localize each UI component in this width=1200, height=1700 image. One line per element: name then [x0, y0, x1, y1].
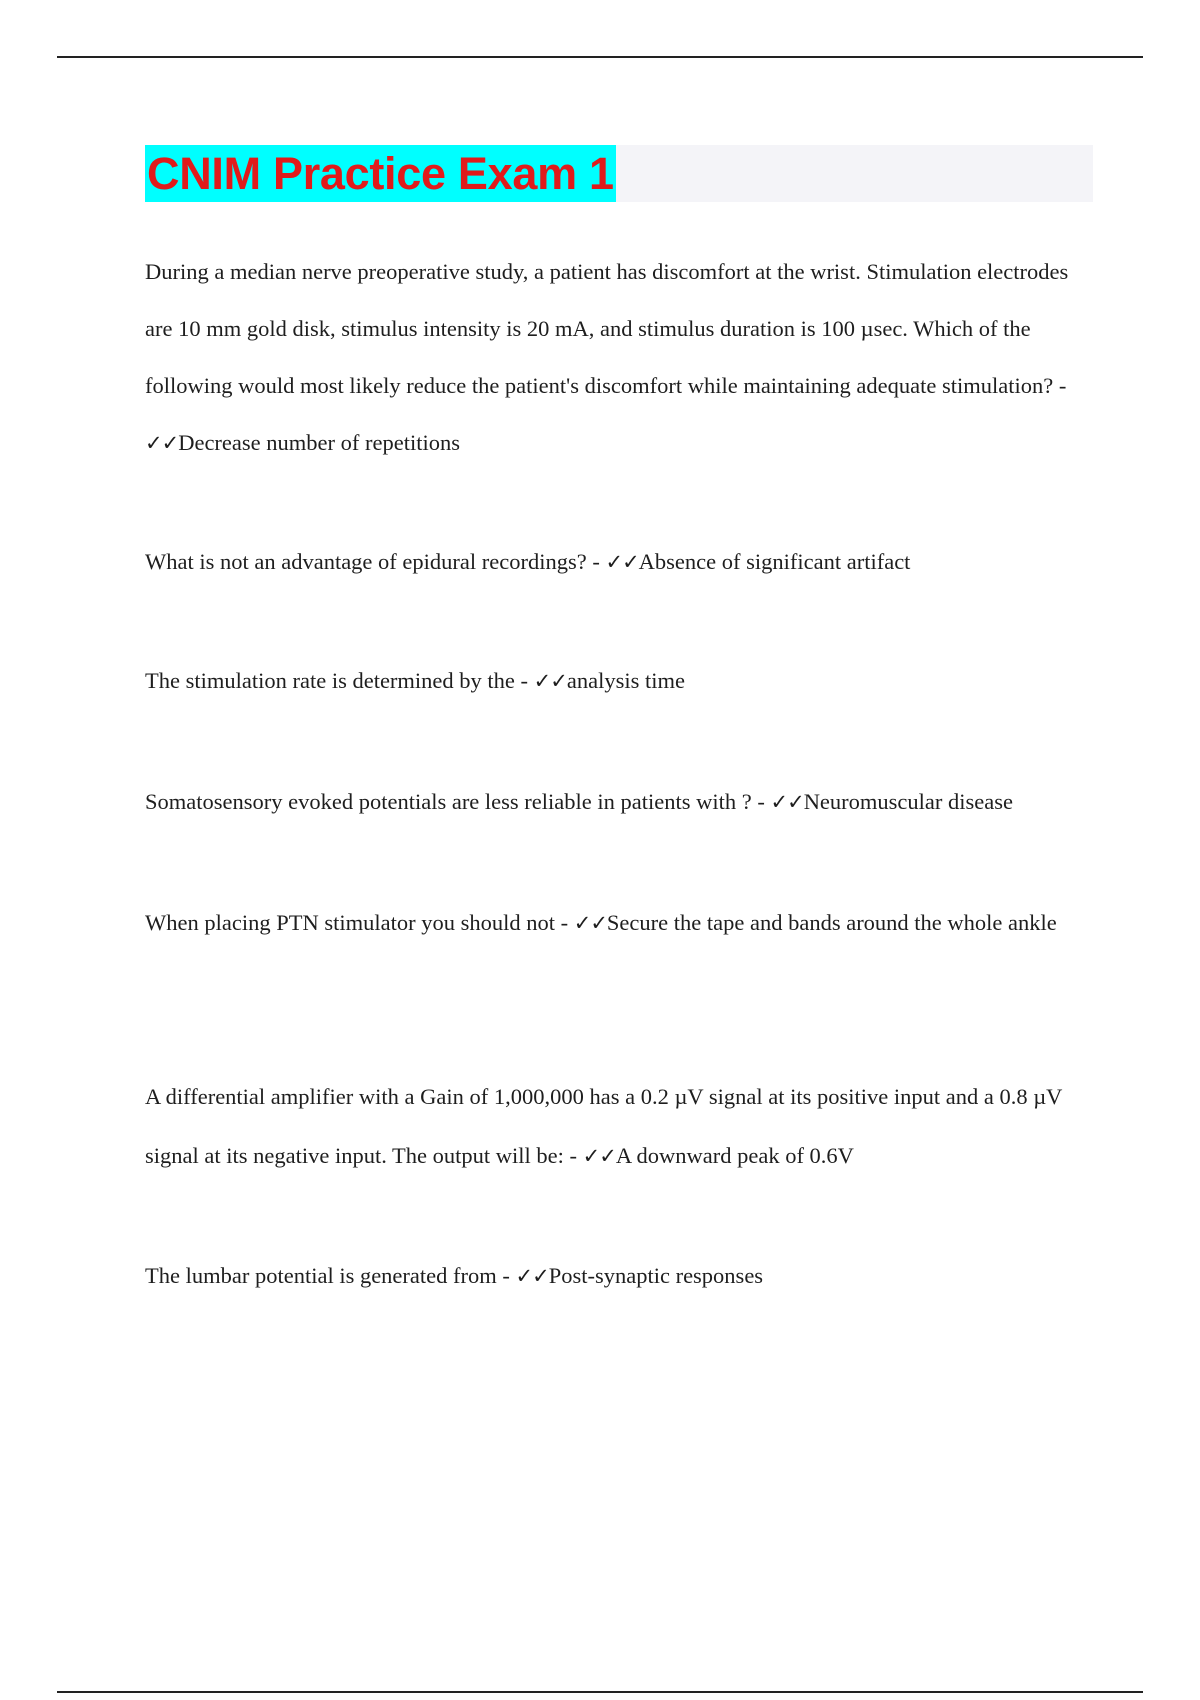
question-text: When placing PTN stimulator you should not: [145, 910, 555, 935]
separator: -: [751, 789, 771, 814]
answer-text: Post-synaptic responses: [548, 1263, 764, 1288]
separator: -: [1053, 373, 1067, 398]
double-check-icon: ✓✓: [145, 431, 179, 455]
qa-item: [145, 1067, 1085, 1186]
double-check-icon: ✓✓: [573, 911, 607, 935]
title-highlight: [145, 145, 616, 202]
separator: -: [554, 910, 574, 935]
answer-text: Absence of significant artifact: [638, 549, 911, 574]
double-check-icon: ✓✓: [770, 790, 804, 814]
answer-text: Neuromuscular disease: [803, 789, 1013, 814]
double-check-icon: ✓✓: [515, 1264, 549, 1288]
double-check-icon: ✓✓: [605, 550, 639, 574]
question-text: During a median nerve preoperative study, a patient has discomfort at the wrist. Stimulation electrodes are 10 mm gold disk, stimulus intensity is 20 mA, and stimulus duration is 100 µsec. Which of the following would most likely reduce the patient's discomfort while maintaining adequate stimulation?: [145, 259, 1069, 398]
top-page-rule: [57, 56, 1143, 58]
qa-item: [145, 1247, 1085, 1305]
separator: -: [586, 549, 606, 574]
qa-item: [145, 243, 1085, 472]
question-text: A differential amplifier with a Gain of 1,000,000 has a 0.2 µV signal at its positive input and a 0.8 µV signal at its negative input. The output will be:: [145, 1084, 1063, 1168]
separator: -: [514, 668, 534, 693]
answer-text: Secure the tape and bands around the whole ankle: [606, 910, 1057, 935]
qa-item: [145, 773, 1085, 831]
answer-text: analysis time: [566, 668, 685, 693]
double-check-icon: ✓✓: [582, 1144, 616, 1168]
separator: -: [496, 1263, 516, 1288]
answer-text: Decrease number of repetitions: [178, 430, 460, 455]
question-text: Somatosensory evoked potentials are less reliable in patients with ?: [145, 789, 752, 814]
question-text: What is not an advantage of epidural recordings?: [145, 549, 587, 574]
question-text: The stimulation rate is determined by the: [145, 668, 515, 693]
bottom-page-rule: [57, 1691, 1143, 1693]
qa-item: [145, 533, 1085, 591]
qa-item: [145, 652, 1085, 710]
double-check-icon: ✓✓: [533, 669, 567, 693]
separator: -: [563, 1143, 583, 1168]
document-title: CNIM Practice Exam 1: [147, 148, 614, 199]
question-text: The lumbar potential is generated from: [145, 1263, 497, 1288]
answer-text: A downward peak of 0.6V: [615, 1143, 854, 1168]
qa-item: [145, 893, 1085, 953]
